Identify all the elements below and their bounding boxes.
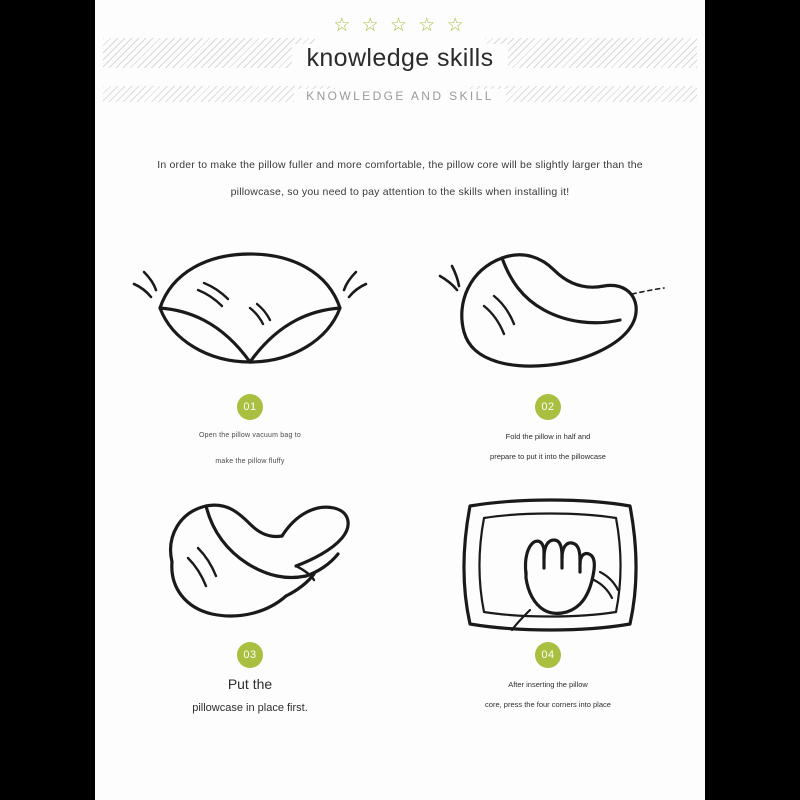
step-badge-03: 03 (237, 642, 263, 668)
page-subtitle-text: KNOWLEDGE AND SKILL (294, 89, 506, 103)
document-page (95, 0, 705, 800)
step-caption-02-line2: prepare to put it into the pillowcase (490, 452, 606, 461)
stars-decoration: ☆ ☆ ☆ ☆ ☆ (333, 15, 467, 36)
press-corners-hand-icon (398, 484, 698, 636)
step-caption-02-line1: Fold the pillow in half and (505, 432, 591, 441)
step-badge-04: 04 (535, 642, 561, 668)
intro-paragraph (150, 152, 650, 207)
step-badge-01: 01 (237, 394, 263, 420)
steps-grid (95, 236, 705, 776)
pillow-folded-icon (398, 236, 698, 388)
step-caption-04-line1: After inserting the pillow (508, 680, 588, 689)
intro-line-2: pillowcase, so you need to pay attention to the skills when installing it! (230, 186, 570, 199)
step-item-03 (100, 484, 400, 736)
step-caption-01-line1: Open the pillow vacuum bag to (199, 432, 301, 439)
step-caption-01-line2: make the pillow fluffy (215, 458, 285, 465)
step-caption-03-line1: Put the (227, 676, 273, 692)
step-caption-03-line2: pillowcase in place first. (192, 702, 308, 714)
step-item-04 (398, 484, 698, 736)
pillowcase-insert-icon (100, 484, 400, 636)
page-title (95, 44, 705, 73)
step-item-01 (100, 236, 400, 488)
pillow-fluffed-icon (100, 236, 400, 388)
intro-line-1: In order to make the pillow fuller and more comfortable, the pillow core will be slightly larger than the (157, 159, 643, 171)
page-subtitle (95, 89, 705, 103)
page-title-text: knowledge skills (292, 44, 507, 72)
step-badge-02: 02 (535, 394, 561, 420)
step-item-02 (398, 236, 698, 488)
step-caption-04-line2: core, press the four corners into place (485, 700, 611, 709)
